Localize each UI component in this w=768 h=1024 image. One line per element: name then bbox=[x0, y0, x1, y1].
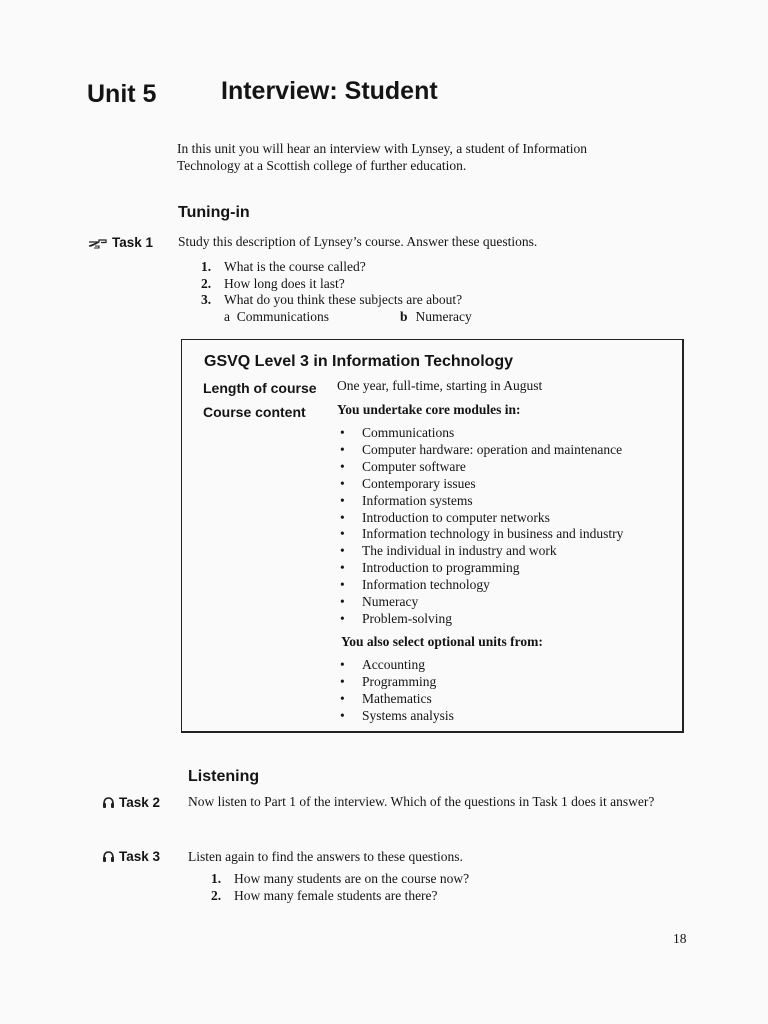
optional-units-list bbox=[337, 657, 454, 725]
option-b: b Numeracy bbox=[400, 308, 472, 324]
list-item: • Problem-solving bbox=[340, 610, 452, 626]
optional-units-heading: You also select optional units from: bbox=[341, 634, 543, 649]
list-item: • Systems analysis bbox=[340, 707, 454, 723]
tuning-in-heading: Tuning-in bbox=[178, 204, 250, 221]
list-item: 1. What is the course called? bbox=[201, 259, 366, 274]
list-item: • Information technology bbox=[340, 577, 490, 593]
task3-instruction: Listen again to find the answers to these questions. bbox=[188, 849, 463, 864]
list-item: • Information technology in business and industry bbox=[340, 526, 624, 542]
headphones-icon bbox=[102, 796, 115, 809]
list-item: 2. How many female students are there? bbox=[211, 887, 438, 903]
core-modules-heading: You undertake core modules in: bbox=[337, 402, 521, 417]
task1-label-text: Task 1 bbox=[112, 235, 154, 250]
list-item: • Accounting bbox=[340, 657, 425, 672]
course-title: GSVQ Level 3 in Information Technology bbox=[204, 353, 514, 370]
list-item: 3. What do you think these subjects are about? bbox=[201, 292, 463, 307]
list-item: • Computer hardware: operation and maintenance bbox=[340, 441, 623, 457]
task1-label bbox=[88, 235, 153, 250]
unit-title: Interview: Student bbox=[221, 77, 438, 105]
task1-instruction: Study this description of Lynsey’s course. Answer these questions. bbox=[178, 234, 538, 249]
list-item: • The individual in industry and work bbox=[340, 543, 557, 559]
list-item: • Programming bbox=[340, 673, 437, 689]
task1-subject-options bbox=[201, 309, 472, 326]
list-item: • Contemporary issues bbox=[340, 475, 476, 491]
task3-question-list bbox=[211, 871, 469, 904]
list-item: • Computer software bbox=[340, 458, 466, 474]
pointing-hand-icon bbox=[88, 237, 108, 249]
task1-question-list bbox=[201, 259, 472, 325]
list-item: • Communications bbox=[340, 425, 455, 440]
page-number: 18 bbox=[673, 931, 687, 946]
unit-number: Unit 5 bbox=[87, 80, 157, 108]
list-item: • Information systems bbox=[340, 492, 473, 508]
list-item: 2. How long does it last? bbox=[201, 275, 345, 291]
course-description-box bbox=[181, 339, 684, 733]
list-item: • Numeracy bbox=[340, 594, 419, 610]
content-label: Course content bbox=[203, 404, 306, 420]
listening-heading: Listening bbox=[188, 768, 260, 785]
length-value: One year, full-time, starting in August bbox=[337, 378, 543, 393]
list-item: • Introduction to computer networks bbox=[340, 509, 550, 525]
intro-paragraph: In this unit you will hear an interview with Lynsey, a student of Information Technology at a Scottish college of further education. bbox=[177, 141, 588, 173]
task3-label bbox=[102, 849, 160, 864]
task3-label-text: Task 3 bbox=[119, 849, 161, 864]
length-label: Length of course bbox=[203, 380, 317, 396]
task2-instruction: Now listen to Part 1 of the interview. Which of the questions in Task 1 does it answer? bbox=[188, 794, 655, 809]
option-a: a Communications bbox=[224, 308, 329, 324]
list-item: • Introduction to programming bbox=[340, 560, 520, 576]
list-item: 1. How many students are on the course now? bbox=[211, 871, 470, 886]
task2-label-text: Task 2 bbox=[119, 795, 161, 810]
list-item: • Mathematics bbox=[340, 690, 432, 706]
headphones-icon bbox=[102, 850, 115, 863]
task2-label bbox=[102, 795, 160, 810]
core-modules-list bbox=[337, 425, 623, 628]
